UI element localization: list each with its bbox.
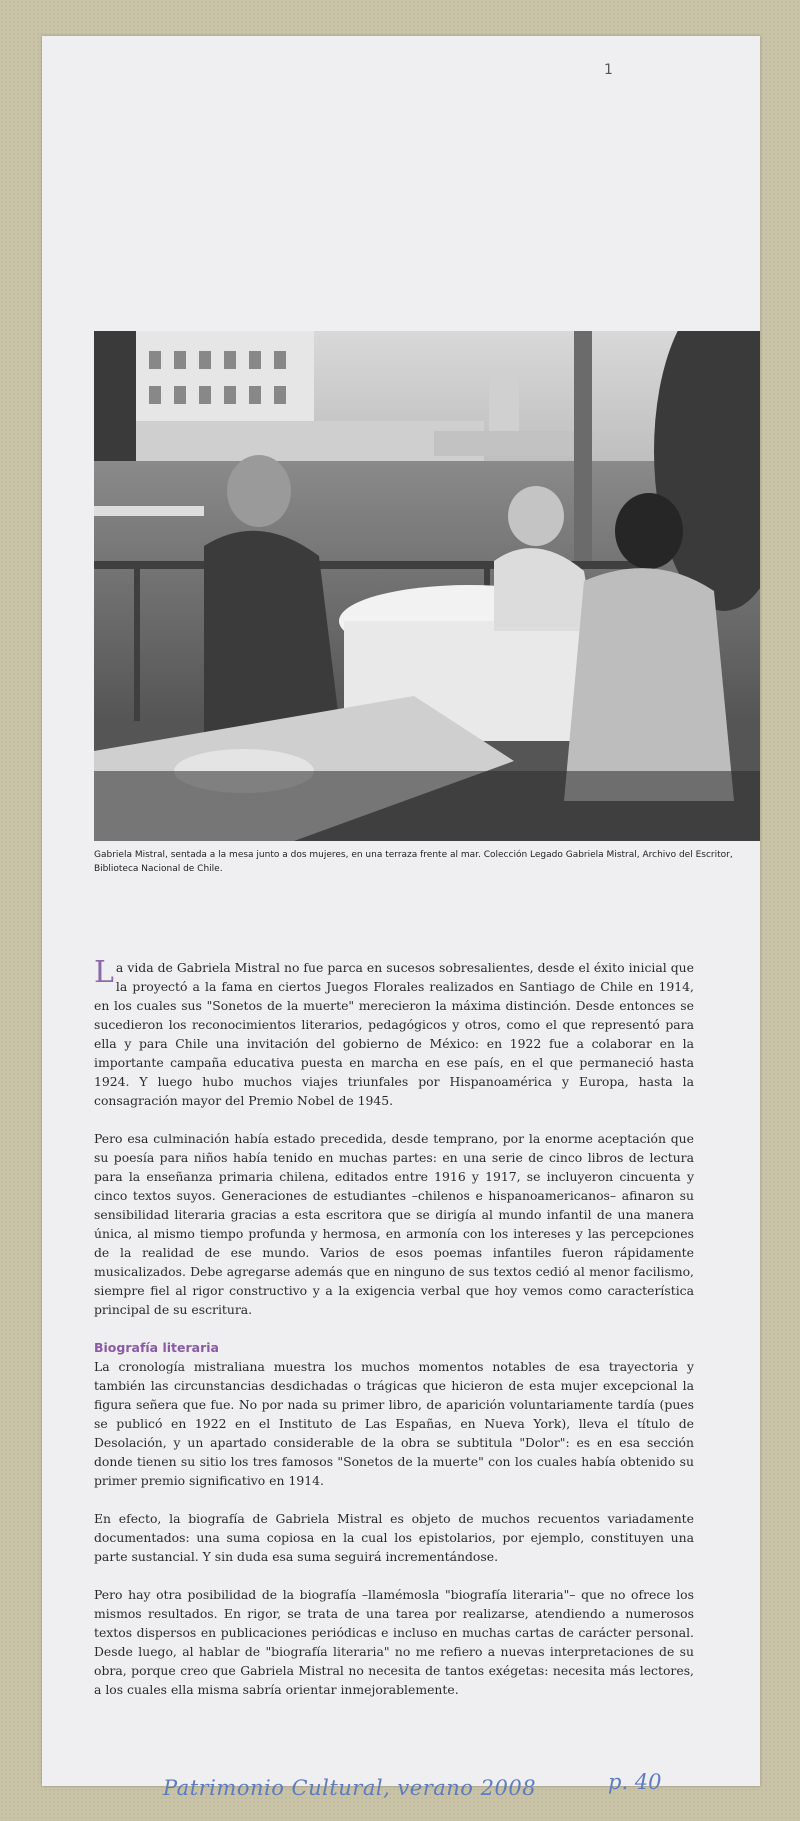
document-sheet — [42, 36, 760, 1786]
photograph — [94, 331, 760, 841]
article-body — [94, 955, 694, 1718]
handwritten-source-note: Patrimonio Cultural, verano 2008 — [163, 1776, 537, 1800]
section-paragraph-2: En efecto, la biografía de Gabriela Mistral es objeto de muchos recuentos variadamente documentados: una suma copiosa en la cual los epistolarios, por ejemplo, constituyen una parte sustancial. Y sin duda esa suma seguirá incrementándose. — [94, 1511, 694, 1564]
page-mark: 1 — [604, 62, 613, 78]
photograph-icon — [94, 331, 760, 841]
section-heading: Biografía literaria — [94, 1340, 219, 1355]
section-paragraph-3: Pero hay otra posibilidad de la biografía –llamémosla "biografía literaria"– que no ofrece los mismos resultados. En rigor, se trata de una tarea por realizarse, atendiendo a numerosos textos dispersos en publicaciones periódicas e incluso en muchas cartas de carácter personal. Desde luego, al hablar de "biografía literaria" no me refiero a nuevas interpretaciones de su obra, porque creo que Gabriela Mistral no necesita de tantos exégetas: necesita más lectores, a los cuales ella misma sabría orientar inmejorablemente. — [94, 1587, 694, 1697]
article-paragraph-2: Pero esa culminación había estado precedida, desde temprano, por la enorme aceptación que su poesía para niños había tenido en muchas partes: en una serie de cinco libros de lectura para la enseñanza primaria chilena, editados entre 1916 y 1917, se incluyeron cincuenta y cinco textos suyos. Generaciones de estudiantes –chilenos e hispanoamericanos– afinaron su sensibilidad literaria gracias a esta escritora que se dirigía al mundo infantil de una manera única, al mismo tiempo profunda y hermosa, en armonía con los intereses y las percepciones de la realidad de ese mundo. Varios de esos poemas infantiles fueron rápidamente musicalizados. Debe agregarse además que en ninguno de sus textos cedió al menor facilismo, siempre fiel al rigor constructivo y a la exigencia verbal que hoy vemos como característica principal de su escritura. — [94, 1131, 694, 1317]
photo-caption: Gabriela Mistral, sentada a la mesa junto a dos mujeres, en una terraza frente al mar. Colección Legado Gabriela Mistral, Archivo del Escritor, Biblioteca Nacional de Chile. — [94, 850, 733, 874]
section-paragraph-1: La cronología mistraliana muestra los muchos momentos notables de esa trayectoria y también las circunstancias desdichadas o trágicas que hicieron de esta mujer excepcional la figura señera que fue. No por nada su primer libro, de aparición voluntariamente tardía (pues se publicó en 1922 en el Instituto de Las Españas, en Nueva York), lleva el título de Desolación, y un apartado considerable de la obra se subtitula "Dolor": es en esa sección donde tienen su sitio los tres famosos "Sonetos de la muerte" con los cuales había obtenido su primer premio significativo en 1914. — [94, 1359, 694, 1488]
article-paragraph-1: La vida de Gabriela Mistral no fue parca en sucesos sobresalientes, desde el éxito inicial que la proyectó a la fama en ciertos Juegos Florales realizados en Santiago de Chile en 1914, en los cuales sus "Sonetos de la muerte" merecieron la máxima distinción. Desde entonces se sucedieron los reconocimientos literarios, pedagógicos y otros, como el que representó para ella y para Chile una invitación del gobierno de México: en 1922 fue a colaborar en la importante campaña educativa puesta en marcha en ese país, en el que permaneció hasta 1924. Y luego hubo muchos viajes triunfales por Hispanoamérica y Europa, hasta la consagración mayor del Premio Nobel de 1945. — [94, 955, 694, 1108]
handwritten-page-number: p. 40 — [608, 1770, 662, 1794]
